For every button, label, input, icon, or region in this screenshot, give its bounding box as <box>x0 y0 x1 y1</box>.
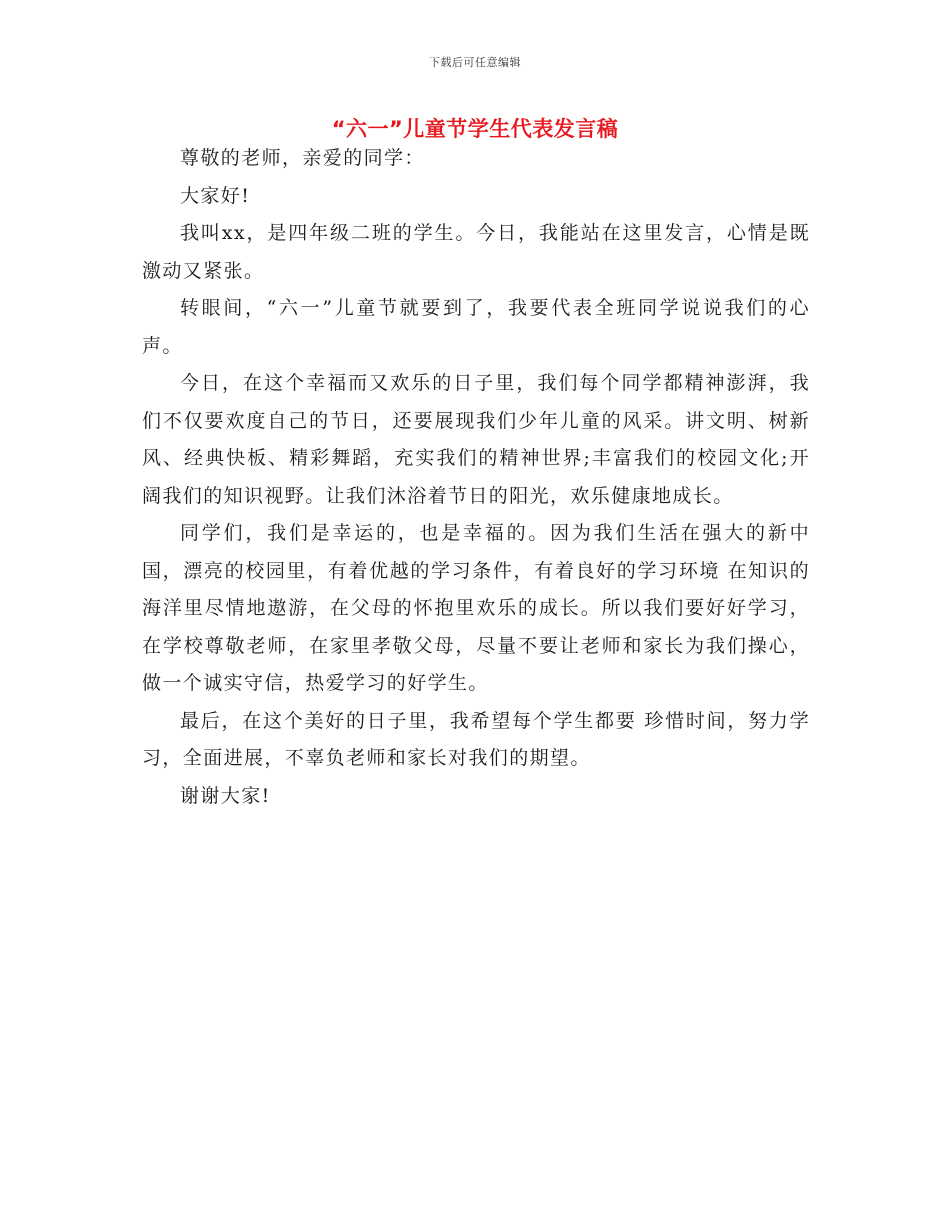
thanks-paragraph: 谢谢大家! <box>180 784 271 807</box>
salutation-paragraph: 尊敬的老师，亲爱的同学： <box>180 147 425 169</box>
introduction-paragraph: 我叫xx，是四年级二班的学生。今日，我能站在这里发言，心情是既激动又紧张。 <box>142 222 810 282</box>
greeting-paragraph: 大家好! <box>180 184 251 207</box>
gratitude-paragraph: 同学们，我们是幸运的，也是幸福的。因为我们生活在强大的新中国，漂亮的校园里，有着优越的学习条件，有着良好的学习环境 在知识的海洋里尽情地遨游，在父母的怀抱里欢乐的成长。所以我们要好好学习，在学校尊敬老师，在家里孝敬父母，尽量不要让老师和家长为我们操心，做一个诚实守信，热爱学习的好学生。 <box>142 522 810 694</box>
speech-body <box>142 140 810 815</box>
document-title: “六一”儿童节学生代表发言稿 <box>331 117 619 141</box>
purpose-paragraph: 转眼间，“六一”儿童节就要到了，我要代表全班同学说说我们的心声。 <box>142 297 810 357</box>
celebration-paragraph: 今日，在这个幸福而又欢乐的日子里，我们每个同学都精神澎湃，我们不仅要欢度自己的节日，还要展现我们少年儿童的风采。讲文明、树新风、经典快板、精彩舞蹈，充实我们的精神世界;丰富我们的校园文化;开阔我们的知识视野。让我们沐浴着节日的阳光，欢乐健康地成长。 <box>142 372 810 507</box>
header-note: 下载后可任意编辑 <box>429 56 521 69</box>
closing-wish-paragraph: 最后，在这个美好的日子里，我希望每个学生都要 珍惜时间，努力学习，全面进展，不辜负老师和家长对我们的期望。 <box>142 709 810 769</box>
